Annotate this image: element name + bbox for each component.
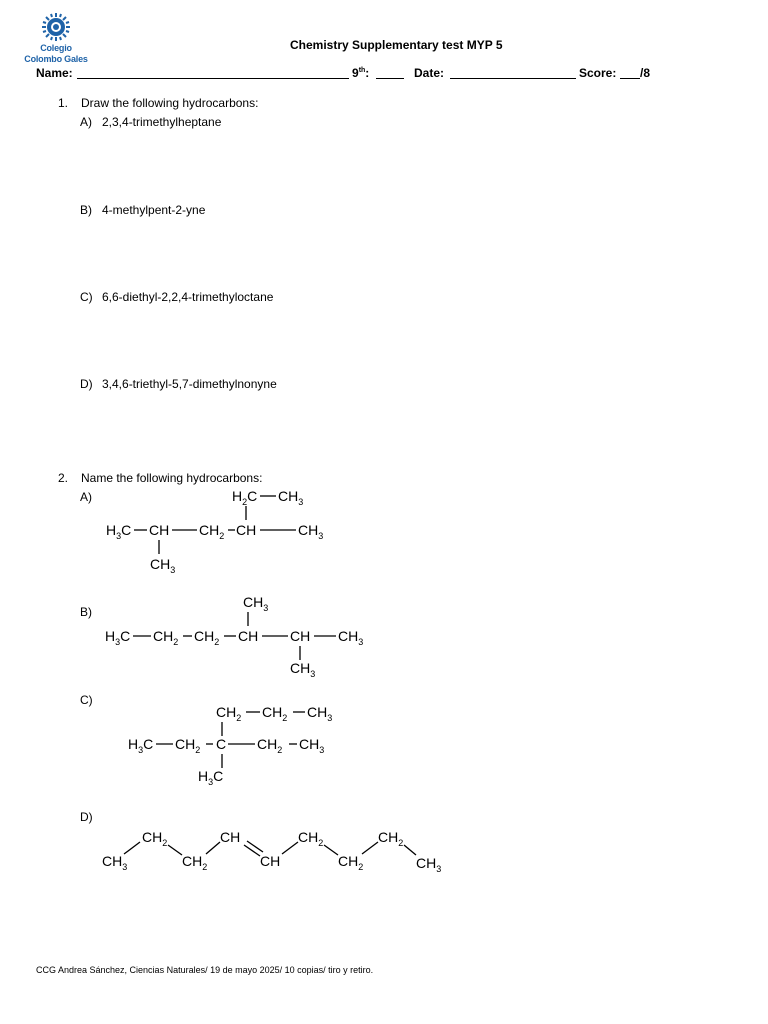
q1-item-a-letter: A): [80, 115, 92, 129]
date-label: Date:: [414, 66, 445, 80]
school-name-line2: Colombo Gales: [24, 54, 88, 64]
svg-text:H2C: $H_2C$: [232, 488, 258, 507]
q1-item-d-text: 3,4,6-triethyl-5,7-dimethylnonyne: [102, 377, 277, 391]
q1-item-c-letter: C): [80, 290, 93, 304]
svg-text:H3C: $H_3C$: [105, 628, 131, 647]
structure-b-image: [100, 588, 390, 680]
svg-text:CH2: $CH_2$: [298, 829, 324, 848]
svg-text:CH2: $CH_2$: [182, 853, 208, 872]
score-field[interactable]: [620, 78, 640, 79]
grade-field[interactable]: [376, 78, 404, 79]
svg-text:CH3: $CH_3$: [290, 660, 316, 679]
svg-text:CH2: $CH_2$: [262, 704, 288, 723]
svg-text:CH3: $CH_3$: [278, 488, 304, 507]
svg-text:CH: CH: [290, 628, 311, 644]
name-label: Name:: [36, 66, 73, 80]
svg-text:H3C: $H_3C$: [198, 768, 224, 787]
svg-text:CH3: $CH_3$: [299, 736, 325, 755]
q2-item-d-letter: D): [80, 810, 93, 824]
svg-text:CH2: $CH_2$: [175, 736, 201, 755]
structure-c-image: [120, 698, 360, 790]
q1-item-c-text: 6,6-diethyl-2,2,4-trimethyloctane: [102, 290, 274, 304]
svg-text:CH2: $CH_2$: [338, 853, 364, 872]
svg-text:CH2: $CH_2$: [153, 628, 179, 647]
svg-text:CH3: $CH_3$: [150, 556, 176, 575]
svg-text:CH3: $CH_3$: [416, 855, 442, 874]
name-field[interactable]: [77, 78, 349, 79]
svg-text:CH2: $CH_2$: [216, 704, 242, 723]
svg-text:CH: CH: [149, 522, 170, 538]
q1-number: 1.: [58, 96, 69, 110]
svg-text:C: C: [216, 736, 227, 752]
q2-number: 2.: [58, 471, 69, 485]
svg-text:CH3: $CH_3$: [243, 594, 269, 613]
q1-item-b-letter: B): [80, 203, 92, 217]
page-title: Chemistry Supplementary test MYP 5: [290, 38, 503, 52]
svg-text:CH: CH: [238, 628, 259, 644]
footer-note: CCG Andrea Sánchez, Ciencias Naturales/ 19 de mayo 2025/ 10 copias/ tiro y retiro.: [36, 965, 374, 975]
svg-text:CH2: $CH_2$: [199, 522, 225, 541]
q2-item-b-letter: B): [80, 605, 92, 619]
q1-prompt: Draw the following hydrocarbons:: [81, 96, 259, 110]
q2-prompt: Name the following hydrocarbons:: [81, 471, 263, 485]
q2-item-c-letter: C): [80, 693, 93, 707]
svg-text:CH: CH: [260, 853, 281, 869]
svg-text:CH: CH: [236, 522, 257, 538]
svg-text:H3C: $H_3C$: [106, 522, 132, 541]
school-logo: [22, 12, 90, 68]
svg-text:CH2: $CH_2$: [142, 829, 168, 848]
q1-item-b-text: 4-methylpent-2-yne: [102, 203, 206, 217]
svg-text:CH3: $CH_3$: [298, 522, 324, 541]
svg-text:CH3: $CH_3$: [307, 704, 333, 723]
svg-text:CH3: $CH_3$: [338, 628, 364, 647]
structure-a-image: [100, 482, 340, 578]
grade-label: 9th:: [352, 66, 370, 80]
svg-text:CH2: $CH_2$: [257, 736, 283, 755]
date-field[interactable]: [450, 78, 576, 79]
q1-item-d-letter: D): [80, 377, 93, 391]
q2-item-a-letter: A): [80, 490, 92, 504]
svg-text:H3C: $H_3C$: [128, 736, 154, 755]
school-name-line1: Colegio: [40, 43, 72, 53]
q1-item-a-text: 2,3,4-trimethylheptane: [102, 115, 222, 129]
svg-text:CH2: $CH_2$: [378, 829, 404, 848]
svg-text:CH3: $CH_3$: [102, 853, 128, 872]
score-label: Score:: [579, 66, 617, 80]
score-total: /8: [640, 66, 651, 80]
structure-d-image: [96, 822, 456, 878]
svg-text:CH2: $CH_2$: [194, 628, 220, 647]
svg-text:CH: CH: [220, 829, 241, 845]
